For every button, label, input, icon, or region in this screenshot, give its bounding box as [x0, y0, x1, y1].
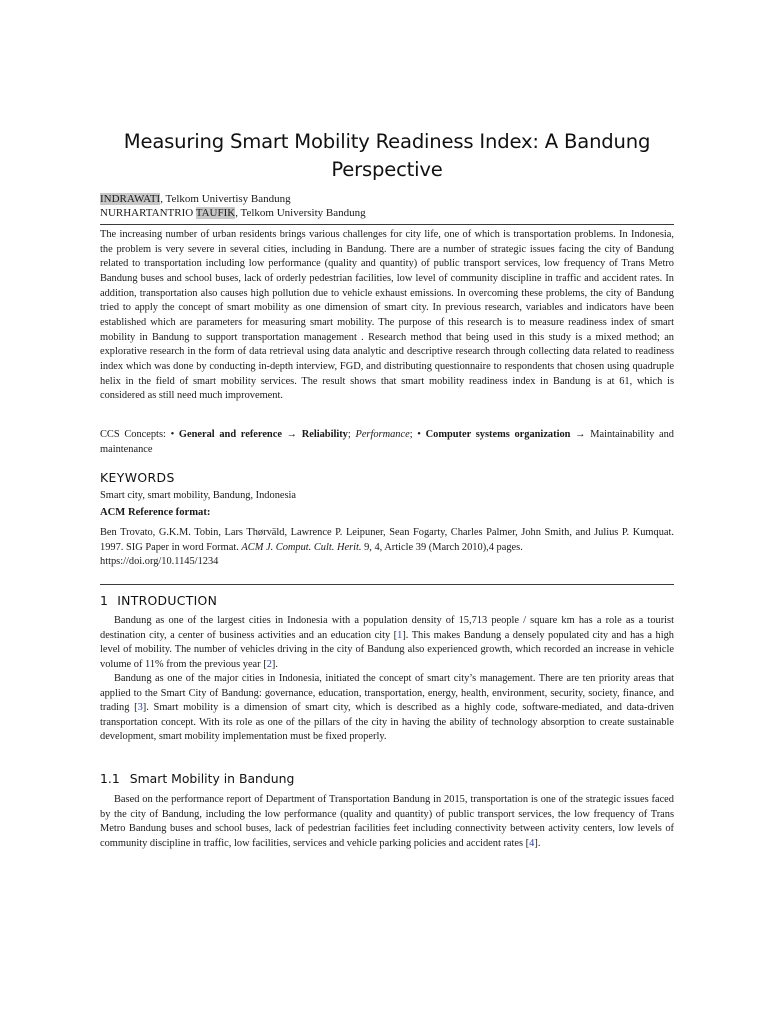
ccs-separator: ; — [347, 429, 356, 440]
ccs-concept: General and reference — [178, 429, 282, 440]
citation-link[interactable]: 2 — [266, 658, 272, 670]
paragraph-text: Based on the performance report of Department of Transportation Bandung in 2015, transportation is one of the strategic issues faced by the city of Bandung, including the low performance (quality and quantity) of public transport services, the low frequency of Trans Metro Bandung buses and school buses, lack of pedestrian facilities feet including connectivity between activity centers, low levels of community discipline in traffic, low facilities, services and vehicle parking policies and accident rates [ — [100, 794, 674, 849]
ccs-concepts — [100, 428, 674, 457]
reference-authors: Ben Trovato, G.K.M. Tobin, Lars Thørväld, Lawrence P. Leipuner, Sean Fogarty, Charles Palmer, John Smith, and Julius P. Kumquat. 1997. SIG Paper in word Format. — [100, 527, 674, 553]
paper-title: Measuring Smart Mobility Readiness Index: A Bandung Perspective — [123, 130, 651, 181]
paragraph — [100, 614, 674, 672]
reference-doi-link[interactable]: https://doi.org/10.1145/1234 — [100, 556, 219, 568]
section-heading-introduction — [100, 593, 217, 608]
acm-reference — [100, 526, 674, 570]
ccs-arrow: → — [281, 429, 302, 440]
keywords-text: Smart city, smart mobility, Bandung, Indonesia — [100, 490, 297, 501]
smart-mobility-body — [100, 793, 674, 851]
subsection-number: 1.1 — [100, 771, 120, 786]
author-name: INDRAWATI — [100, 193, 161, 205]
paragraph-text: Bandung as one of the major cities in Indonesia, initiated the concept of smart city’s management. There are ten priority areas that applied to the Smart City of Bandung: governance, education, transportation, energy, health, environment, security, society, finance, and trading [ — [100, 673, 674, 713]
ccs-arrow: → — [570, 429, 591, 440]
introduction-body — [100, 614, 674, 745]
abstract: The increasing number of urban residents brings various challenges for city life, one of which is transportation problems. In Indonesia, the problem is very severe in several cities, including in Bandung. There are a number of strategic issues facing the city of Bandung related to transportation including low performance (quality and quantity) of public transport services, low frequency of Trans Metro Bandung buses and school buses, lack of orderly pedestrian facilities, low level of community discipline in traffic and accident rates. In addition, transportation also causes high pollution due to vehicle exhaust emissions. In overcoming these problems, the city of Bandung tried to apply the concept of smart mobility as one dimension of smart city. In previous research, variables and indicators have been established which are parameters for measuring smart mobility. The purpose of this research is to measure readiness index of smart mobility in Bandung to support transportation management . Research method that being used in this study is a mixed method; an explorative research in the form of data retrieval using data analytic and descriptive research through collecting data related to readiness index which was done by conducting in-depth interview, FGD, and distributing questionnaire to respondents that chosen using quadruple helix in the field of smart mobility services. The result shows that smart mobility readiness index in Bandung is at 61, which is considered as still need much improvement. — [100, 229, 674, 402]
ccs-concept: Reliability — [301, 429, 348, 440]
ccs-bullet: • — [417, 429, 421, 440]
paragraph — [100, 672, 674, 745]
citation-link[interactable]: 1 — [397, 629, 403, 641]
author-block — [100, 192, 674, 220]
paragraph — [100, 793, 674, 851]
ccs-bullet: • — [170, 429, 175, 440]
section-number: 1 — [100, 593, 109, 608]
author-affiliation: , Telkom University Bandung — [235, 207, 366, 219]
author-affiliation: , Telkom Univertisy Bandung — [160, 193, 291, 205]
section-title: INTRODUCTION — [117, 593, 218, 608]
subsection-heading-smart-mobility — [100, 771, 294, 786]
subsection-title: Smart Mobility in Bandung — [129, 771, 295, 786]
ccs-concept: Computer systems organization — [425, 429, 571, 440]
citation-link[interactable]: 4 — [529, 837, 535, 849]
reference-journal: ACM J. Comput. Cult. Herit. — [241, 541, 362, 553]
reference-details: 9, 4, Article 39 (March 2010),4 pages. — [361, 541, 523, 553]
author-name-highlighted: TAUFIK — [195, 207, 236, 219]
author-line-1 — [100, 192, 674, 206]
ccs-separator: ; — [409, 429, 418, 440]
acm-reference-heading: ACM Reference format: — [100, 507, 211, 518]
ccs-label: CCS Concepts: — [100, 429, 171, 440]
divider-top — [100, 224, 674, 225]
author-name: NURHARTANTRIO — [100, 207, 194, 219]
paragraph-text: ]. — [271, 658, 278, 670]
divider-bottom — [100, 584, 674, 585]
paragraph-text: Bandung as one of the largest cities in Indonesia with a population density of 15,713 people / square km has a role as a tourist destination city, a center of business activities and an education city [ — [100, 615, 674, 641]
paragraph-text: ]. — [534, 837, 541, 849]
ccs-concept: Performance — [355, 429, 410, 440]
paragraph-text: ]. This makes Bandung a densely populated city and has a high level of mobility. The number of vehicles driving in the city of Bandung also experienced growth, which recorded an increase in vehicle volume of 11% from the previous year [ — [100, 629, 674, 670]
paragraph-text: ]. Smart mobility is a dimension of smart city, which is described as a highly code, software-mediated, and data-driven transportation concept. With its role as one of the pillars of the city in having the ability of technology absorption to create sustainable development, smart mobility implementation must be fixed properly. — [100, 702, 674, 742]
keywords-heading: KEYWORDS — [100, 470, 175, 485]
author-line-2 — [100, 206, 674, 220]
citation-link[interactable]: 3 — [137, 702, 143, 713]
ccs-concept: Maintainability and maintenance — [100, 429, 674, 455]
